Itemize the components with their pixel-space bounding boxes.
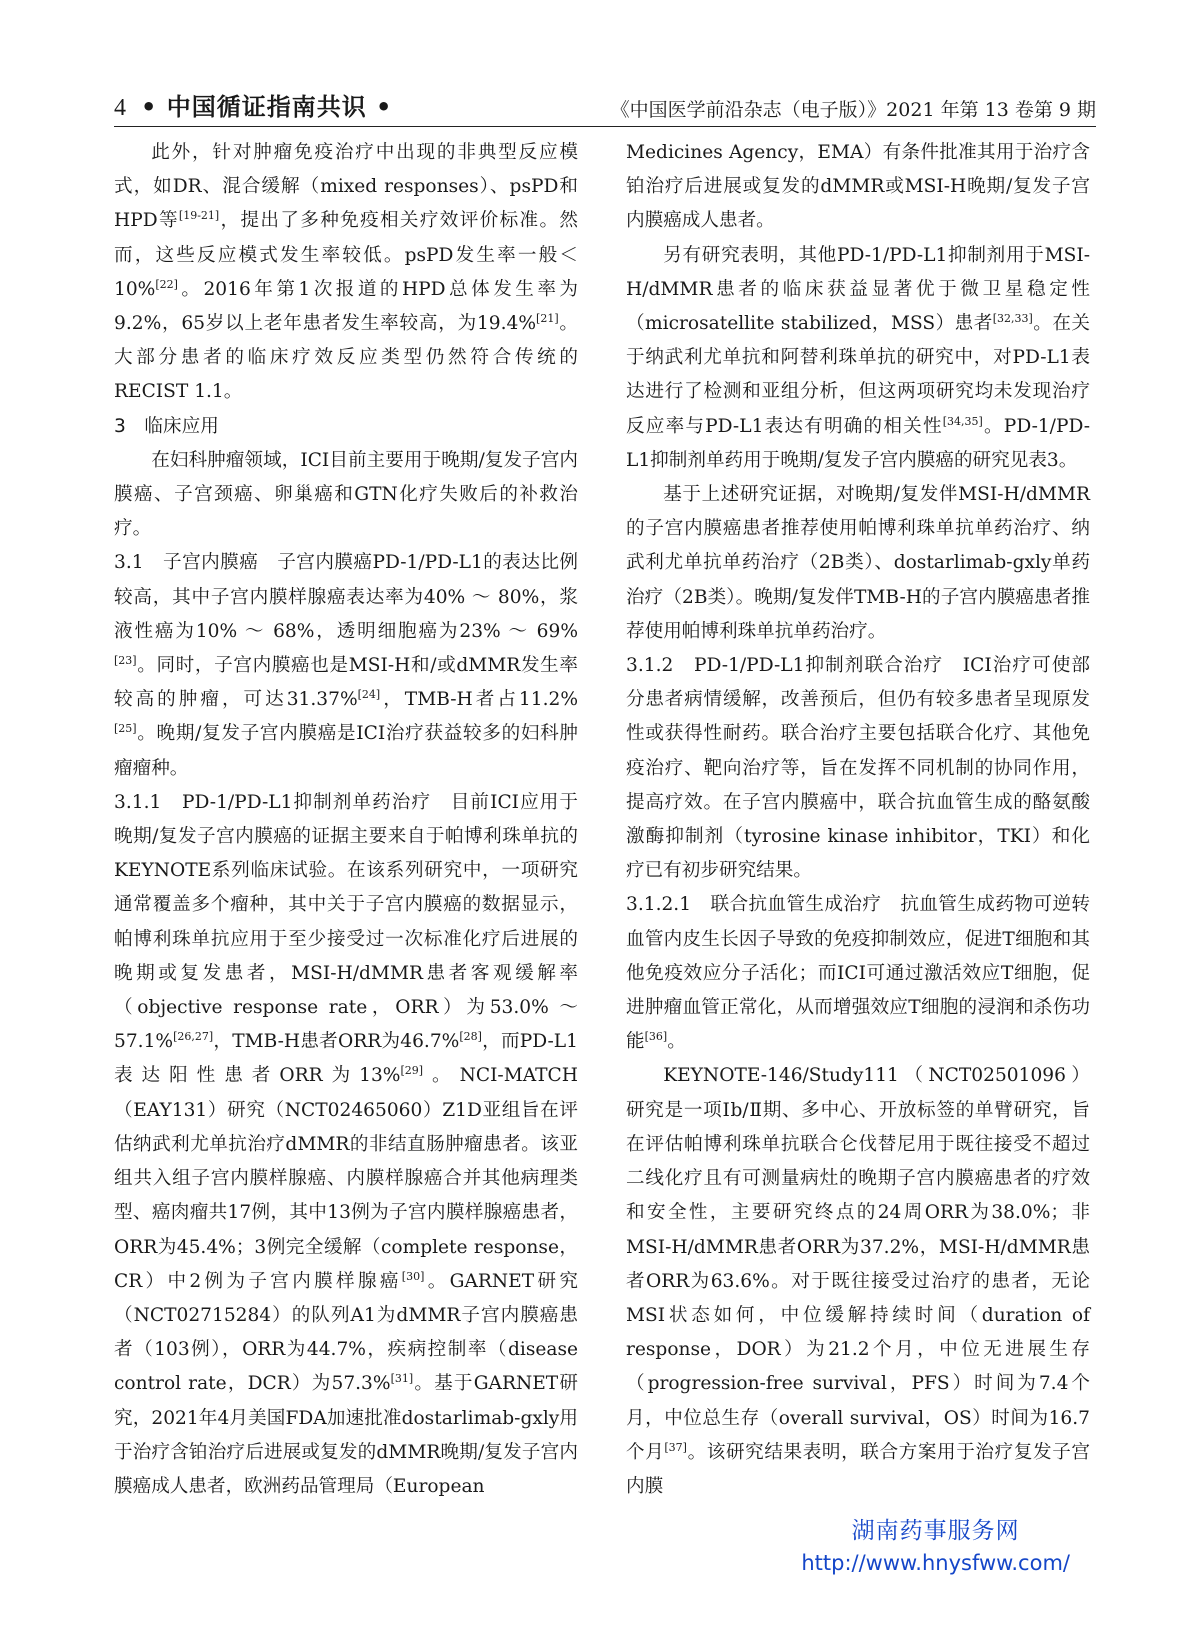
citation-ref: [32,33] — [992, 312, 1033, 326]
text-run: 。 — [667, 1031, 686, 1053]
text-run: 在妇科肿瘤领域，ICI目前主要用于晚期/复发子宫内膜癌、子宫颈癌、卵巢癌和GTN化疗失败后的补救治疗。 — [114, 449, 578, 540]
text-run: 基于上述研究证据，对晚期/复发伴MSI-H/dMMR的子宫内膜癌患者推荐使用帕博利珠单抗单药治疗、纳武利尤单抗单药治疗（2B类）、dostarlimab-gxly单药治疗（2B类）。晚期/复发伴TMB-H的子宫内膜癌患者推荐使用帕博利珠单抗单药治疗。 — [626, 484, 1090, 642]
paragraph — [114, 546, 578, 785]
text-run: Medicines Agency，EMA）有条件批准其用于治疗含铂治疗后进展或复发的dMMR或MSI-H晚期/复发子宫内膜癌成人患者。 — [626, 142, 1090, 232]
text-run: 3.1.2 PD-1/PD-L1抑制剂联合治疗 ICI治疗可使部分患者病情缓解，改善预后，但仍有较多患者呈现原发性或获得性耐药。联合治疗主要包括联合化疗、其他免疫治疗、靶向治疗等，旨在发挥不同机制的协同作用，提高疗效。在子宫内膜癌中，联合抗血管生成的酪氨酸激酶抑制剂（tyrosine kinase inhibitor，TKI）和化疗已有初步研究结果。 — [626, 655, 1090, 882]
watermark-url[interactable]: http://www.hnysfww.com/ — [801, 1551, 1070, 1575]
paragraph — [626, 649, 1090, 888]
citation-ref: [36] — [644, 1030, 668, 1044]
paragraph — [626, 136, 1090, 239]
text-run: KEYNOTE-146/Study111（NCT02501096）研究是一项Ⅰb/Ⅱ期、多中心、开放标签的单臂研究，旨在评估帕博利珠单抗联合仑伐替尼用于既往接受不超过二线化疗且有可测量病灶的晚期子宫内膜癌患者的疗效和安全性，主要研究终点的24周ORR为38.0%；非MSI-H/dMMR患者ORR为37.2%，MSI-H/dMMR患者ORR为63.6%。对于既往接受过治疗的患者，无论MSI状态如何，中位缓解持续时间（duration of response，DOR）为21.2个月，中位无进展生存（progression-free survival，PFS）时间为7.4个月，中位总生存（overall survival，OS）时间为16.7个月 — [626, 1065, 1090, 1463]
citation-ref: [26,27] — [173, 1030, 214, 1044]
header-rule — [114, 126, 1096, 127]
citation-ref: [21] — [536, 312, 559, 326]
text-run: ，TMB-H患者ORR为46.7% — [213, 1031, 460, 1053]
page-header — [114, 78, 1096, 122]
paragraph — [114, 444, 578, 547]
paragraph — [626, 478, 1090, 649]
paragraph — [114, 136, 578, 410]
text-run: 。NCI-MATCH（EAY131）研究（NCT02465060）Z1D亚组旨在评估纳武利尤单抗治疗dMMR的非结直肠肿瘤患者。该亚组共入组子宫内膜样腺癌、内膜样腺癌合并其他病理类型、癌肉瘤共17例，其中13例为子宫内膜样腺癌患者，ORR为45.4%；3例完全缓解（complete response，CR）中2例为子宫内膜样腺癌 — [114, 1065, 578, 1292]
citation-ref: [19-21] — [178, 209, 220, 223]
text-run: 。2016年第1次报道的HPD总体发生率为9.2%，65岁以上老年患者发生率较高，为19.4% — [114, 278, 578, 335]
page-number: 4 — [114, 95, 127, 121]
paragraph — [114, 786, 578, 1504]
text-run: ，而PD-L1表达阳性患者ORR为13% — [114, 1031, 578, 1087]
citation-ref: [28] — [459, 1030, 482, 1044]
citation-ref: [23] — [114, 654, 137, 668]
text-run: 。GARNET研究（NCT02715284）的队列A1为dMMR子宫内膜癌患者（103例），ORR为44.7%，疾病控制率（disease control rate，DCR）为57.3% — [114, 1270, 578, 1395]
text-run: 3.1.1 PD-1/PD-L1抑制剂单药治疗 目前ICI应用于晚期/复发子宫内膜癌的证据主要来自于帕博利珠单抗的KEYNOTE系列临床试验。在该系列研究中，一项研究通常覆盖多个瘤种，其中关于子宫内膜癌的数据显示，帕博利珠单抗应用于至少接受过一次标准化疗后进展的晚期或复发患者，MSI-H/dMMR患者客观缓解率（objective response rate，ORR）为53.0% ～ 57.1% — [114, 791, 578, 1053]
text-run: 。同时，子宫内膜癌也是MSI-H和/或dMMR发生率较高的肿瘤，可达31.37% — [114, 655, 578, 711]
paragraph — [626, 1059, 1090, 1504]
text-run: 。PD-1/PD-L1抑制剂单药用于晚期/复发子宫内膜癌的研究见表3。 — [626, 415, 1090, 471]
text-run: 。该研究结果表明，联合方案用于治疗复发子宫内膜 — [626, 1441, 1090, 1497]
header-left — [114, 87, 392, 122]
section-heading — [114, 410, 578, 444]
citation-ref: [37] — [664, 1440, 687, 1454]
text-run: 另有研究表明，其他PD-1/PD-L1抑制剂用于MSI-H/dMMR患者的临床获益显著优于微卫星稳定性（microsatellite stabilized，MSS）患者 — [626, 244, 1090, 335]
text-run: 。基于GARNET研究，2021年4月美国FDA加速批准dostarlimab-gxly用于治疗含铂治疗后进展或复发的dMMR晚期/复发子宫内膜癌成人患者，欧洲药品管理局（European — [114, 1373, 578, 1497]
journal-title: 《中国医学前沿杂志（电子版）》2021 年第 13 卷第 9 期 — [610, 99, 1096, 121]
citation-ref: [30] — [401, 1269, 425, 1283]
citation-ref: [25] — [114, 722, 137, 736]
citation-ref: [24] — [357, 688, 381, 702]
text-run: 。晚期/复发子宫内膜癌是ICI治疗获益较多的妇科肿瘤瘤种。 — [114, 723, 578, 779]
citation-ref: [22] — [155, 277, 178, 291]
citation-ref: [29] — [400, 1064, 424, 1078]
text-run: 此外，针对肿瘤免疫治疗中出现的非典型反应模式，如DR、混合缓解（mixed responses）、psPD和HPD等 — [114, 142, 578, 232]
right-column — [626, 136, 1090, 1504]
text-run: 。大部分患者的临床疗效反应类型仍然符合传统的RECIST 1.1。 — [114, 313, 578, 403]
paragraph — [626, 888, 1090, 1059]
text-run: 3.1 子宫内膜癌 子宫内膜癌PD-1/PD-L1的表达比例较高，其中子宫内膜样腺癌表达率为40% ～ 80%，浆液性癌为10% ～ 68%，透明细胞癌为23% ～ 69% — [114, 552, 578, 642]
text-run: 。在关于纳武利尤单抗和阿替利珠单抗的研究中，对PD-L1表达进行了检测和亚组分析，但这两项研究均未发现治疗反应率与PD-L1表达有明确的相关性 — [626, 313, 1090, 437]
citation-ref: [34,35] — [942, 414, 983, 428]
text-run: 3.1.2.1 联合抗血管生成治疗 抗血管生成药物可逆转血管内皮生长因子导致的免疫抑制效应，促进T细胞和其他免疫效应分子活化；而ICI可通过激活效应T细胞，促进肿瘤血管正常化，从而增强效应T细胞的浸润和杀伤功能 — [626, 894, 1090, 1053]
text-run: ，提出了多种免疫相关疗效评价标准。然而，这些反应模式发生率较低。psPD发生率一般＜ 10% — [114, 210, 578, 300]
left-column — [114, 136, 578, 1504]
watermark-name: 湖南药事服务网 — [851, 1518, 1020, 1544]
citation-ref: [31] — [390, 1372, 414, 1386]
text-run: ，TMB-H者占11.2% — [380, 689, 578, 711]
watermark — [801, 1512, 1070, 1575]
text-run: 3 临床应用 — [114, 415, 219, 437]
section-title: • 中国循证指南共识 • — [141, 93, 393, 121]
paragraph — [626, 239, 1090, 478]
